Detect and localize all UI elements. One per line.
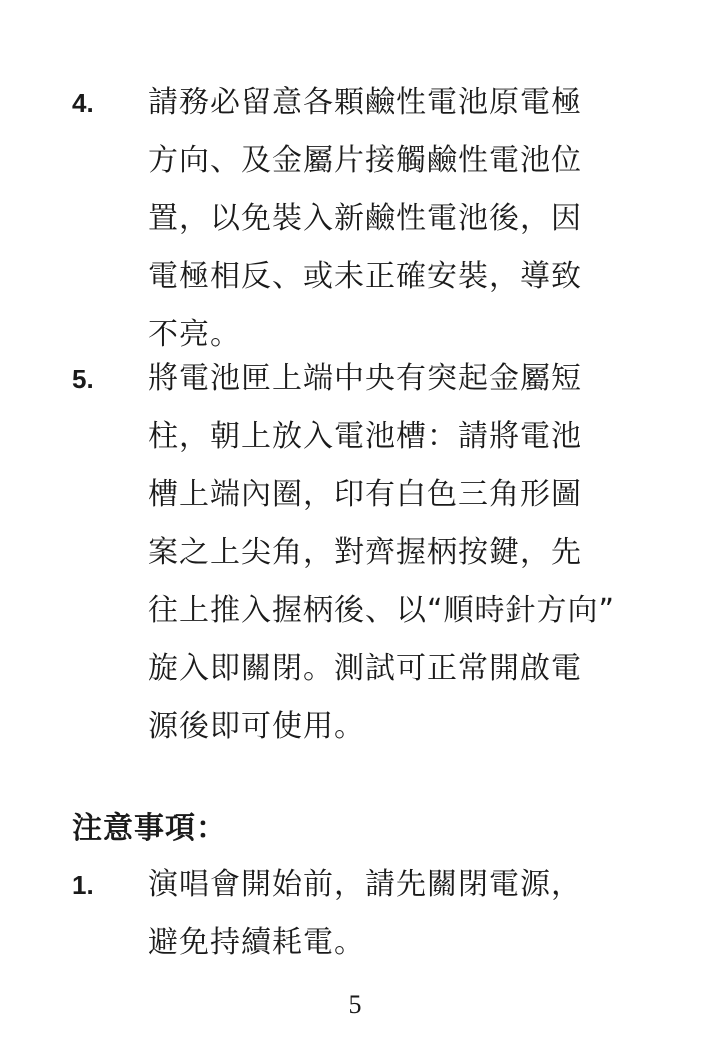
item-text-line: 案之上尖角，對齊握柄按鍵，先 <box>148 535 582 570</box>
item-text-line: 槽上端內圈，印有白色三角形圖 <box>148 477 582 512</box>
item-text <box>148 856 640 972</box>
item-text-line: 往上推入握柄後、以“順時針方向” <box>148 593 616 628</box>
item-number: 4. <box>72 88 94 118</box>
notes-heading: 注意事項： <box>72 811 227 846</box>
item-text-line: 請務必留意各顆鹼性電池原電極 <box>148 85 582 120</box>
item-text <box>148 74 640 364</box>
item-text-line: 避免持續耗電。 <box>148 925 365 960</box>
item-text-line: 方向、及金屬片接觸鹼性電池位 <box>148 143 582 178</box>
item-text-line: 旋入即關閉。測試可正常開啟電 <box>148 651 582 686</box>
item-text <box>148 350 640 756</box>
page-number: 5 <box>348 990 362 1019</box>
item-text-line: 將電池匣上端中央有突起金屬短 <box>148 361 582 396</box>
item-text-line: 置，以免裝入新鹼性電池後，因 <box>148 201 582 236</box>
item-text-line: 柱，朝上放入電池槽：請將電池 <box>148 419 582 454</box>
item-text-line: 源後即可使用。 <box>148 709 365 744</box>
item-text-line: 電極相反、或未正確安裝，導致 <box>148 259 582 294</box>
item-number: 1. <box>72 870 94 900</box>
item-number: 5. <box>72 364 94 394</box>
item-text-line: 演唱會開始前，請先關閉電源， <box>148 867 582 902</box>
item-text-line: 不亮。 <box>148 317 241 352</box>
